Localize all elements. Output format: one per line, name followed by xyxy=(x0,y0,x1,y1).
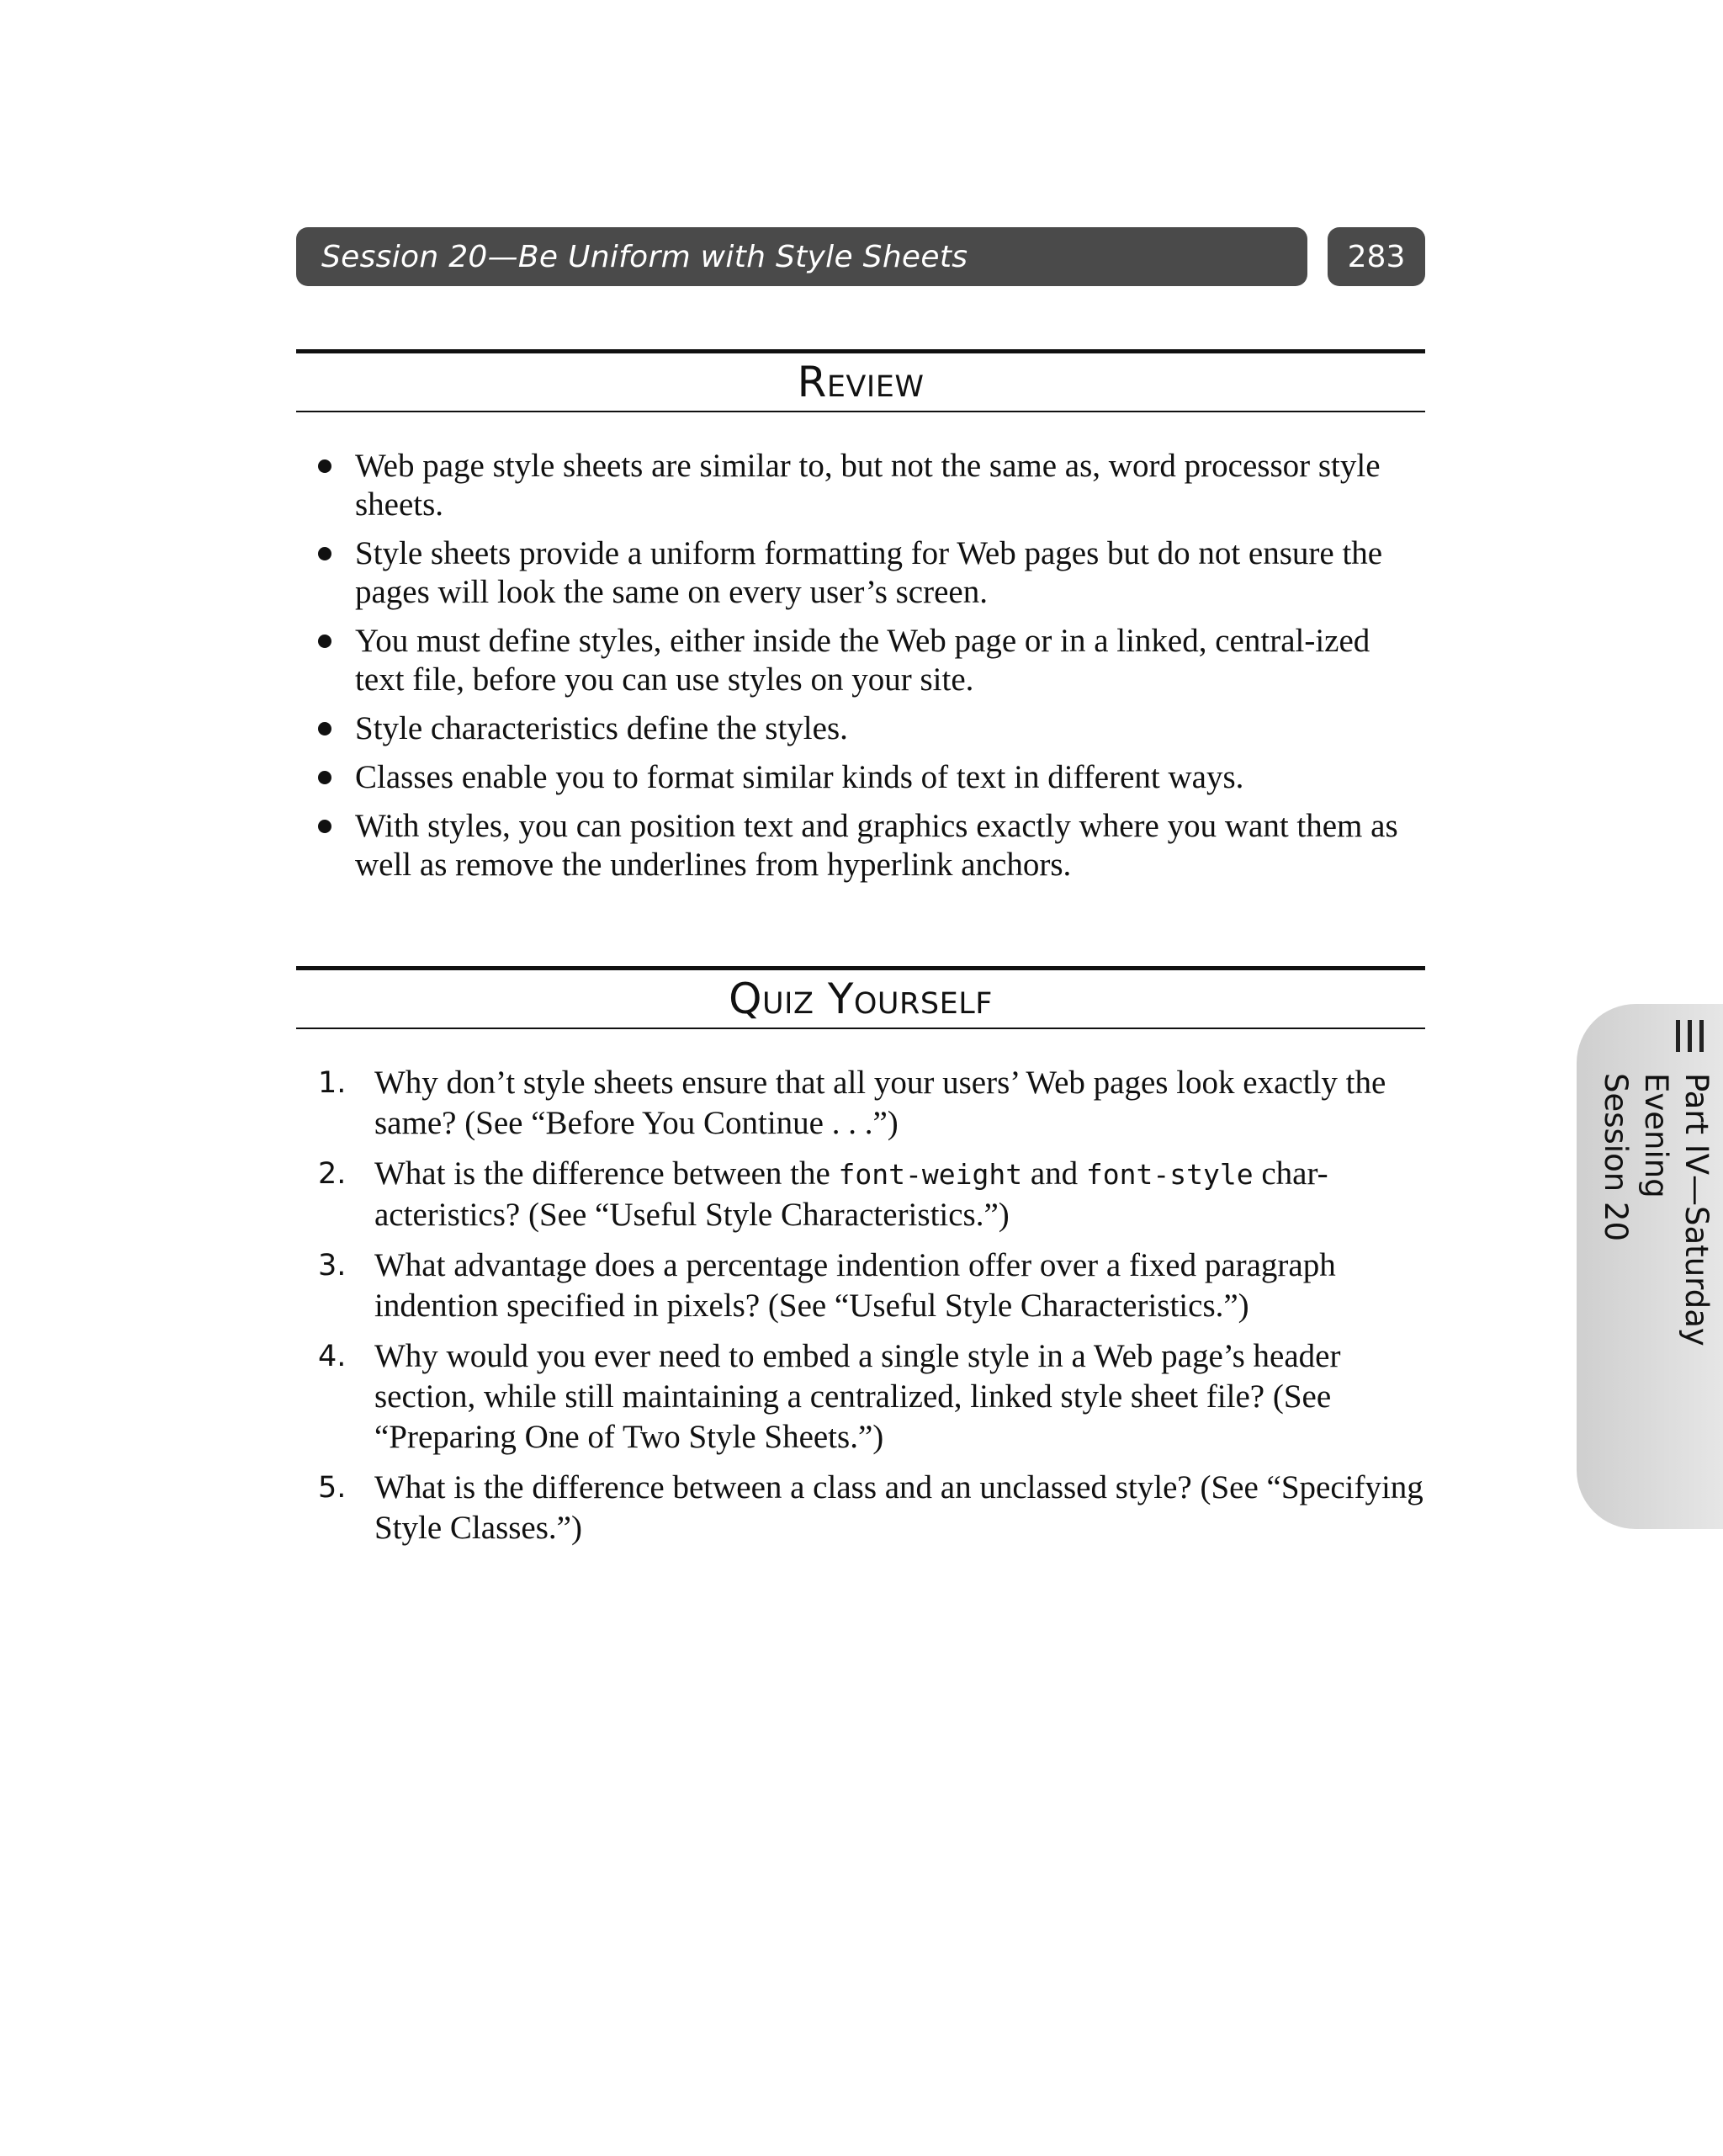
page-number: 283 xyxy=(1328,227,1425,286)
quiz-item-number: 3. xyxy=(318,1249,347,1282)
part-tab-line-2: Session 20 xyxy=(1598,1073,1634,1242)
review-item-text: Classes enable you to format similar kinds of text in different ways. xyxy=(355,759,1244,795)
review-item-text: You must define styles, either inside the Web page or in a linked, central-ized text file, before you can use styles on your site. xyxy=(355,623,1370,698)
part-tab-line-1: Part IV—Saturday Evening xyxy=(1638,1073,1715,1346)
bullet-icon xyxy=(318,771,331,784)
quiz-item xyxy=(296,1063,1425,1144)
quiz-item-number: 4. xyxy=(318,1340,347,1373)
review-section xyxy=(296,349,1425,883)
review-item-text: With styles, you can position text and graphics exactly where you want them as well as remove the underlines from hyperlink anchors. xyxy=(355,808,1398,883)
code-font-style: font-style xyxy=(1085,1158,1254,1191)
review-item xyxy=(296,709,1425,748)
quiz-list xyxy=(296,1063,1425,1559)
review-rule-bottom xyxy=(296,411,1425,412)
quiz-heading: Quiz Yourself xyxy=(729,974,993,1023)
quiz-item-number: 1. xyxy=(318,1066,347,1100)
quiz-section xyxy=(296,966,1425,1546)
bullet-icon xyxy=(318,635,331,648)
review-list xyxy=(296,447,1425,895)
review-item xyxy=(296,758,1425,797)
bullet-icon xyxy=(318,547,331,560)
tab-marker-icon xyxy=(1674,1020,1723,1052)
quiz-item xyxy=(296,1336,1425,1458)
quiz-item xyxy=(296,1154,1425,1235)
review-item-text: Web page style sheets are similar to, but not the same as, word processor style sheets. xyxy=(355,448,1381,523)
quiz-item-text: What advantage does a percentage indention offer over a fixed paragraph indention specified in pixels? (See “Useful Style Characteristics.”) xyxy=(374,1247,1336,1324)
quiz-item-text-before: What is the difference between the xyxy=(374,1155,839,1192)
quiz-item-number: 2. xyxy=(318,1157,347,1191)
review-item-text: Style sheets provide a uniform formatting for Web pages but do not ensure the pages will look the same on every user’s screen. xyxy=(355,535,1383,610)
quiz-item-text-middle: and xyxy=(1022,1155,1086,1192)
quiz-item-text: Why don’t style sheets ensure that all your users’ Web pages look exactly the same? (See “Before You Continue . . .”) xyxy=(374,1065,1386,1141)
quiz-item-number: 5. xyxy=(318,1471,347,1505)
quiz-item-text: What is the difference between a class and an unclassed style? (See “Specifying Style Classes.”) xyxy=(374,1469,1423,1546)
bullet-icon xyxy=(318,722,331,735)
review-item xyxy=(296,622,1425,699)
quiz-rule-bottom xyxy=(296,1028,1425,1029)
code-font-weight: font-weight xyxy=(838,1158,1023,1191)
quiz-item-text: Why would you ever need to embed a single style in a Web page’s header section, while still maintaining a centralized, linked style sheet file? (See “Preparing One of Two Style Sheets.”) xyxy=(374,1338,1341,1455)
review-item xyxy=(296,534,1425,612)
quiz-item-text-after: char-acteristics? (See “Useful Style Characteristics.”) xyxy=(374,1155,1328,1233)
review-item xyxy=(296,807,1425,884)
review-item-text: Style characteristics define the styles. xyxy=(355,710,848,746)
running-header-title: Session 20—Be Uniform with Style Sheets xyxy=(321,239,968,274)
review-item xyxy=(296,447,1425,524)
quiz-item xyxy=(296,1245,1425,1326)
quiz-item xyxy=(296,1468,1425,1548)
quiz-item-text xyxy=(374,1155,1328,1233)
running-header xyxy=(296,227,1307,286)
bullet-icon xyxy=(318,459,331,473)
part-tab-label xyxy=(1582,1073,1716,1477)
bullet-icon xyxy=(318,820,331,833)
review-heading: Review xyxy=(797,358,925,406)
